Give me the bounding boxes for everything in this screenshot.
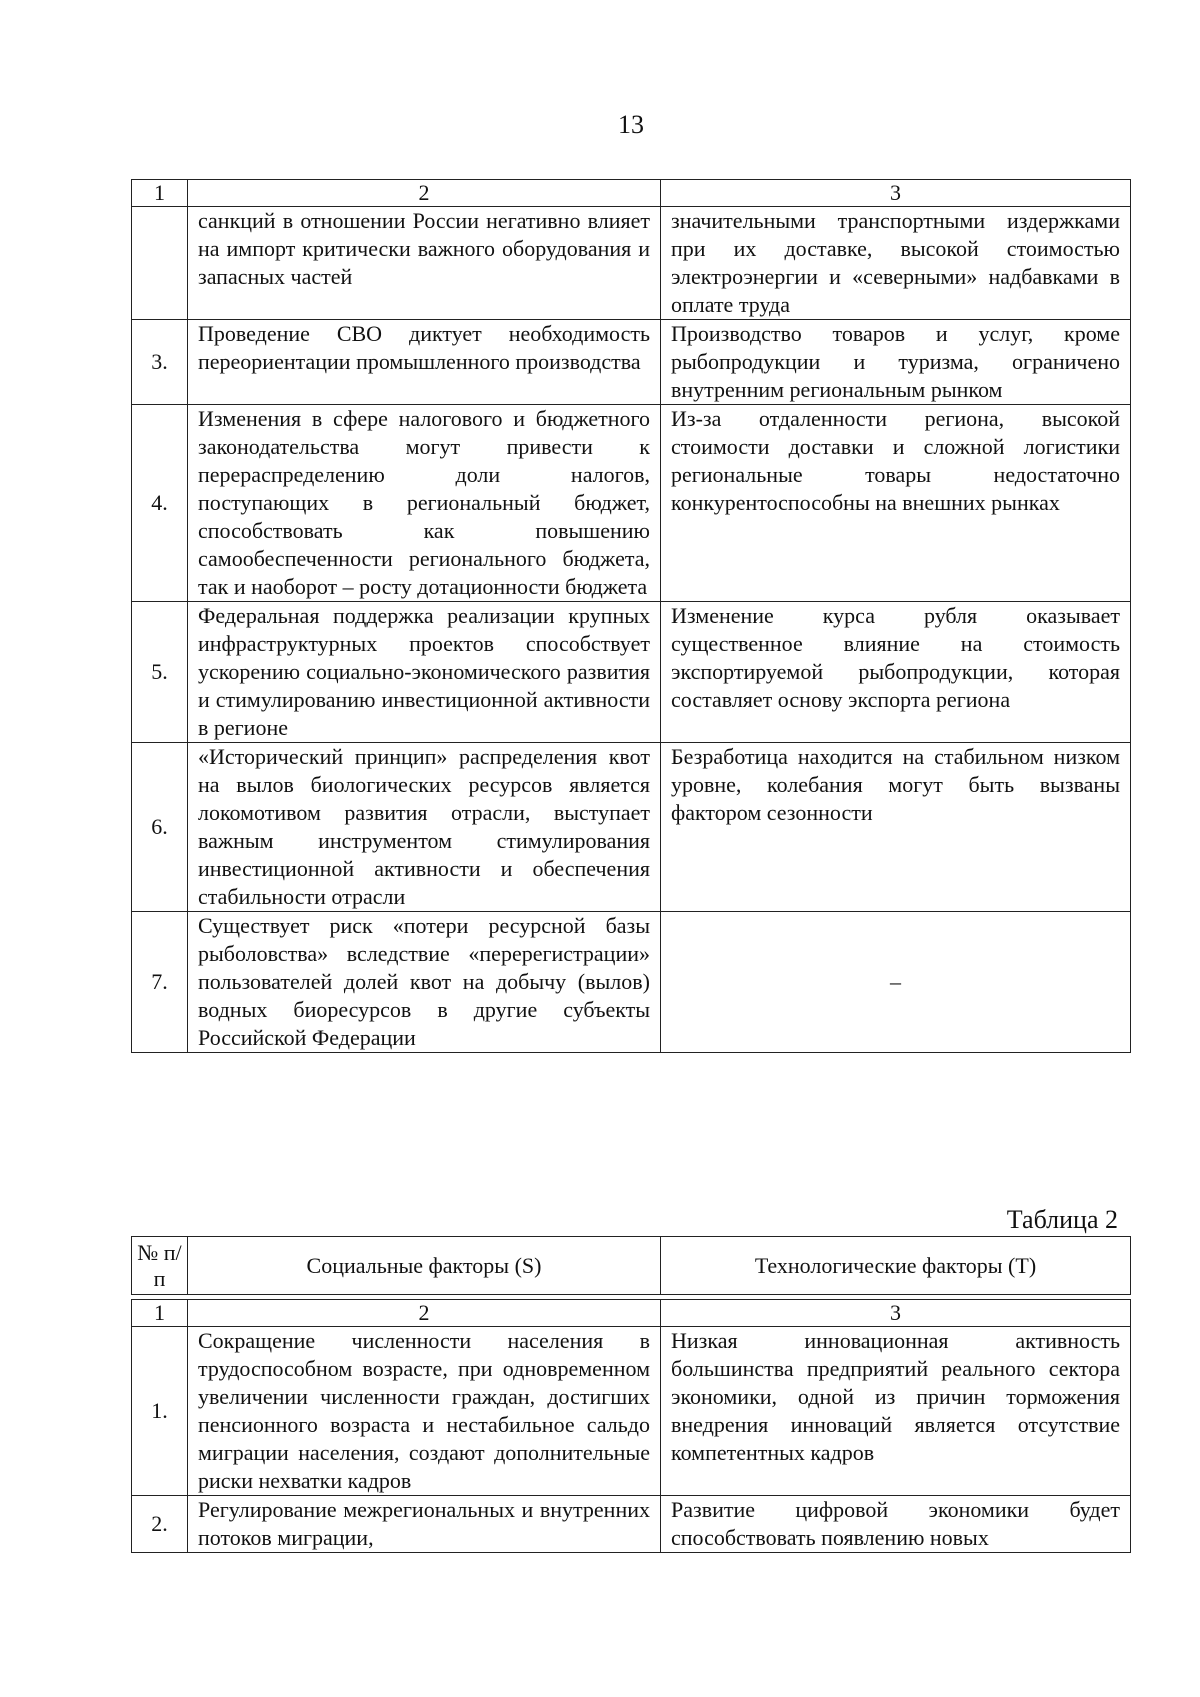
social-factor-cell: Проведение СВО диктует необходимость переориентации промышленного производства [188, 320, 661, 405]
column-number: 1 [132, 1300, 188, 1327]
social-factor-cell: Регулирование межрегиональных и внутренних потоков миграции, [188, 1496, 661, 1553]
row-number [132, 207, 188, 320]
tech-factor-cell: Изменение курса рубля оказывает существенное влияние на стоимость экспортируемой рыбопродукции, которая составляет основу экспорта региона [661, 602, 1131, 743]
column-number: 3 [661, 1300, 1131, 1327]
tech-factor-cell: Развитие цифровой экономики будет способствовать появлению новых [661, 1496, 1131, 1553]
row-number: 6. [132, 743, 188, 912]
row-number: 2. [132, 1496, 188, 1553]
header-number: № п/п [132, 1237, 188, 1295]
column-number: 2 [188, 1300, 661, 1327]
row-number: 5. [132, 602, 188, 743]
table-row [132, 207, 1131, 320]
tech-factor-cell: – [661, 912, 1131, 1053]
table-row [132, 1496, 1131, 1553]
social-factor-cell: Существует риск «потери ресурсной базы рыболовства» вследствие «перерегистрации» пользователей долей квот на добычу (вылов) водных биоресурсов в другие субъекты Российской Федерации [188, 912, 661, 1053]
table-row [132, 405, 1131, 602]
tech-factor-cell: значительными транспортными издержками при их доставке, высокой стоимостью электроэнергии и «северными» надбавками в оплате труда [661, 207, 1131, 320]
tech-factor-cell: Безработица находится на стабильном низком уровне, колебания могут быть вызваны фактором сезонности [661, 743, 1131, 912]
social-factor-cell: Федеральная поддержка реализации крупных инфраструктурных проектов способствует ускорению социально-экономического развития и стимулированию инвестиционной активности в регионе [188, 602, 661, 743]
column-number: 1 [132, 180, 188, 207]
table-caption: Таблица 2 [1006, 1205, 1118, 1234]
tech-factor-cell: Низкая инновационная активность большинства предприятий реального сектора экономики, одной из причин торможения внедрения инноваций является отсутствие компетентных кадров [661, 1327, 1131, 1496]
social-factor-cell: Изменения в сфере налогового и бюджетного законодательства могут привести к перераспределению доли налогов, поступающих в региональный бюджет, способствовать как повышению самообеспеченности регионального бюджета, так и наоборот – росту дотационности бюджета [188, 405, 661, 602]
table-row [132, 320, 1131, 405]
tech-factor-cell: Из-за отдаленности региона, высокой стоимости доставки и сложной логистики региональные товары недостаточно конкурентоспособны на внешних рынках [661, 405, 1131, 602]
table-row [132, 1327, 1131, 1496]
table-row [132, 912, 1131, 1053]
row-number: 7. [132, 912, 188, 1053]
row-number: 1. [132, 1327, 188, 1496]
header-social: Социальные факторы (S) [188, 1237, 661, 1295]
page-number: 13 [618, 110, 644, 139]
social-factor-cell: Сокращение численности населения в трудоспособном возрасте, при одновременном увеличении численности граждан, достигших пенсионного возраста и нестабильное сальдо миграции населения, создают дополнительные риски нехватки кадров [188, 1327, 661, 1496]
table-1 [131, 179, 1131, 1053]
table-row [132, 743, 1131, 912]
row-number: 3. [132, 320, 188, 405]
header-row [132, 1237, 1131, 1295]
tech-factor-cell: Производство товаров и услуг, кроме рыбопродукции и туризма, ограничено внутренним региональным рынком [661, 320, 1131, 405]
column-number: 2 [188, 180, 661, 207]
row-number: 4. [132, 405, 188, 602]
column-numbers-row [132, 1300, 1131, 1327]
social-factor-cell: «Исторический принцип» распределения квот на вылов биологических ресурсов является локомотивом развития отрасли, выступает важным инструментом стимулирования инвестиционной активности и обеспечения стабильности отрасли [188, 743, 661, 912]
column-numbers-row [132, 180, 1131, 207]
table-row [132, 602, 1131, 743]
table-2 [131, 1299, 1131, 1553]
column-number: 3 [661, 180, 1131, 207]
header-tech: Технологические факторы (T) [661, 1237, 1131, 1295]
table-2-header [131, 1236, 1131, 1295]
social-factor-cell: санкций в отношении России негативно влияет на импорт критически важного оборудования и запасных частей [188, 207, 661, 320]
